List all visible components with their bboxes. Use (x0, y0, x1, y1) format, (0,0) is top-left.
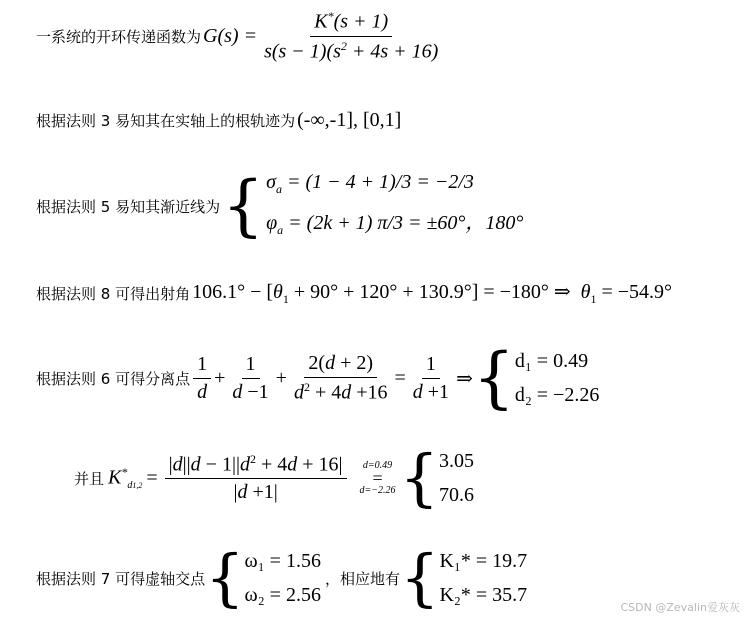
transfer-fraction (260, 9, 442, 63)
transfer-numerator: K*(s + 1) (310, 9, 392, 37)
frac-quadratic: $\frac{2(d + 2)}{d^2 + 4d +16}$ (293, 351, 388, 404)
text-rule-8: 根据法则 8 可得出射角 (36, 284, 191, 303)
frac-1-over-d-minus-1: $\frac{1}{d -1}$ (232, 352, 269, 403)
left-brace: { (399, 441, 439, 514)
gain-k1: K₁* = 19.7 (439, 550, 528, 572)
text-rule-6: 根据法则 6 可得分离点 (36, 369, 191, 388)
gain-values (439, 444, 474, 512)
asymptote-system (266, 165, 523, 247)
asymptote-sigma: $\sigma_a = (1 - 4 + 1)/3 = -2/3$ (266, 171, 474, 196)
left-brace: { (399, 541, 440, 614)
gain-value-1: 3.05 (439, 450, 474, 472)
math-rule-3: (-∞,-1], [0,1] (297, 108, 402, 131)
gain-k2: K₂* = 35.7 (439, 584, 528, 606)
crossing-omegas (245, 544, 321, 612)
line-rule-3 (36, 105, 401, 135)
left-brace: { (472, 339, 515, 416)
text-gain: 并且 (74, 469, 105, 488)
text-rule-3: 根据法则 3 易知其在实轴上的根轨迹为 (36, 111, 296, 130)
breakaway-system (515, 344, 600, 412)
left-brace: { (205, 541, 245, 614)
math-rule-8: $106.1^\circ - [\theta_1 + 90^\circ + 120^\circ + 130.9^\circ] = -180^\circ$ ⇒ $\theta_1 = -54.9^\circ$ (192, 281, 673, 306)
line-rule-8 (36, 278, 672, 308)
line-rule-5 (36, 167, 524, 244)
line-rule-7 (36, 542, 527, 614)
omega-2: ω₂ = 2.56 (244, 584, 321, 606)
omega-1: ω₁ = 1.56 (244, 550, 321, 572)
left-brace: { (222, 167, 265, 244)
text-rule-5: 根据法则 5 易知其渐近线为 (36, 197, 221, 216)
gain-fraction: $\frac{|d||d - 1||d^2 + 4d + 16|}{|d +1|}$ (165, 452, 347, 505)
line-gain: 并且 $K^*_{d1,2}$ = $\frac{|d||d - 1||d^2 + 4d + 16|}{|d +1|}$ d=0.49 = d=−2.26 { 3.05 70.6 (74, 441, 474, 514)
asymptote-phi: $\varphi_a = (2k + 1) \pi/3 = \pm 60^\circ$，180° (266, 212, 524, 237)
crossing-gains (439, 544, 527, 612)
text-transfer-function: 一系统的开环传递函数为 (36, 27, 202, 46)
breakaway-d2: d₂ = −2.26 (514, 384, 600, 406)
text-rule-7: 根据法则 7 可得虚轴交点 (36, 569, 206, 588)
frac-1-over-d-plus-1: $\frac{1}{d +1}$ (412, 352, 450, 403)
gain-value-2: 70.6 (439, 484, 474, 506)
math-lhs: G(s) = (203, 24, 258, 47)
watermark: CSDN @Zevalin爱灰灰 (620, 601, 740, 614)
breakaway-d1: d₁ = 0.49 (514, 350, 589, 372)
line-rule-6: 根据法则 6 可得分离点 $\frac{1}{d}$ + $\frac{1}{d -1}$ + $\frac{2(d + 2)}{d^2 + 4d +16}$ = $\frac{1}{d +1}$ ⇒ { d₁ = 0.49 d₂ = −2.26 (36, 339, 600, 416)
gain-eval-conditions: d=0.49 = d=−2.26 (359, 460, 396, 496)
frac-1-over-d: $\frac{1}{d}$ (193, 353, 211, 404)
transfer-denominator: $s(s - 1)(s^2 + 4s + 16)$ (264, 38, 439, 63)
line-transfer-function (36, 6, 445, 66)
text-correspondingly: ，相应地有 (324, 569, 400, 588)
gain-symbol: $K^*_{d1,2}$ (108, 464, 143, 492)
